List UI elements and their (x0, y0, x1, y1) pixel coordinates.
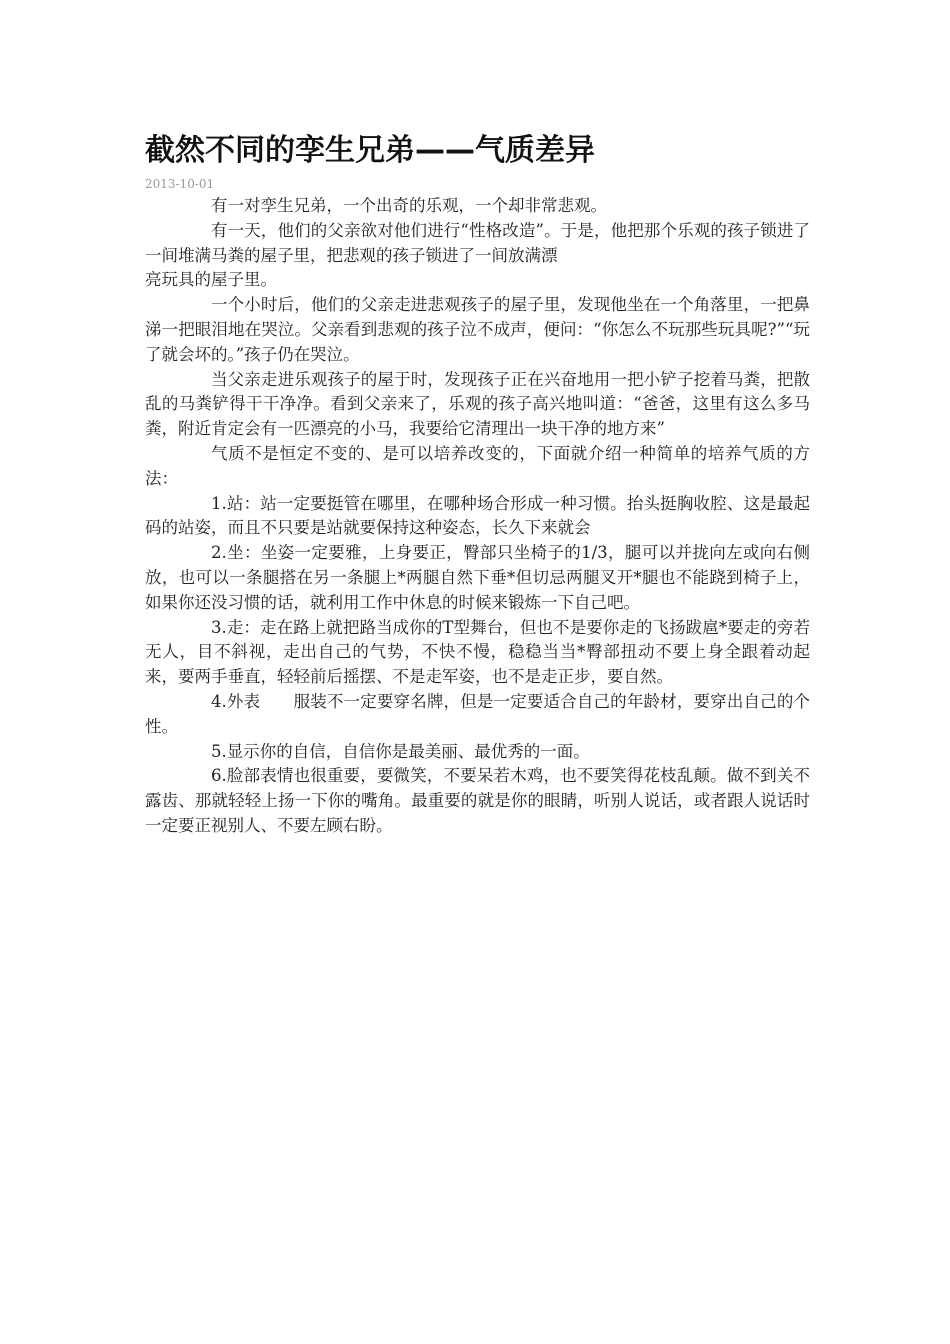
list-item-walk: 3.走：走在路上就把路当成你的T型舞台，但也不是要你走的飞扬跋扈*要走的旁若无人，目不斜视，走出自己的气势，不快不慢，稳稳当当*臀部扭动不要上身全跟着动起来，要两手垂直，轻轻前后摇摆、不是走军姿，也不是走正步，要自然。 (145, 617, 810, 687)
article (145, 128, 810, 839)
article-date: 2013-10-01 (145, 177, 215, 191)
list-item-sit: 2.坐：坐姿一定要雅，上身要正，臀部只坐椅子的1/3，腿可以并拢向左或向右侧放，也可以一条腿搭在另一条腿上*两腿自然下垂*但切忌两腿叉开*腿也不能跷到椅子上，如果你还没习惯的话，就利用工作中休息的时候来锻炼一下自己吧。 (145, 543, 810, 612)
paragraph-intro: 有一对孪生兄弟，一个出奇的乐观，一个却非常悲观。 (211, 196, 607, 215)
paragraph-story-1: 有一天，他们的父亲欲对他们进行“性格改造”。于是，他把那个乐观的孩子锁进了一间堆满马粪的屋子里，把悲观的孩子锁进了一间放满漂 (145, 220, 810, 265)
article-body (145, 194, 810, 839)
paragraph-story-1-continued: 亮玩具的屋子里。 (145, 270, 277, 290)
paragraph-optimist: 当父亲走进乐观孩子的屋于时，发现孩子正在兴奋地用一把小铲子挖着马粪，把散乱的马粪铲得干干净净。看到父亲来了，乐观的孩子高兴地叫道：“爸爸，这里有这么多马粪，附近肯定会有一匹漂亮的小马，我要给它清理出一块干净的地方来” (145, 369, 810, 439)
list-item-expression: 6.脸部表情也很重要，要微笑，不要呆若木鸡，也不要笑得花枝乱颠。做不到关不露齿、那就轻轻上扬一下你的嘴角。最重要的就是你的眼睛，听别人说话，或者跟人说话时一定要正视别人、不要左顾右盼。 (145, 766, 810, 835)
list-item-stand: 1.站：站一定要挺管在哪里，在哪种场合形成一种习惯。抬头挺胸收腔、这是最起码的站姿，而且不只要是站就要保持这种姿态，长久下来就会 (145, 493, 810, 538)
paragraph-method-intro: 气质不是恒定不变的、是可以培养改变的，下面就介绍一种简单的培养气质的方法： (145, 443, 810, 488)
list-item-appearance: 4.外表 服装不一定要穿名牌，但是一定要适合自己的年龄材，要穿出自己的个性。 (145, 691, 810, 736)
list-item-confidence: 5.显示你的自信，自信你是最美丽、最优秀的一面。 (211, 741, 590, 761)
article-title: 截然不同的孪生兄弟——气质差异 (145, 133, 595, 168)
paragraph-pessimist: 一个小时后，他们的父亲走进悲观孩子的屋子里，发现他坐在一个角落里，一把鼻涕一把眼泪地在哭泣。父亲看到悲观的孩子泣不成声，便问：“你怎么不玩那些玩具呢?”“玩了就会坏的。”孩子仍在哭泣。 (145, 295, 810, 364)
